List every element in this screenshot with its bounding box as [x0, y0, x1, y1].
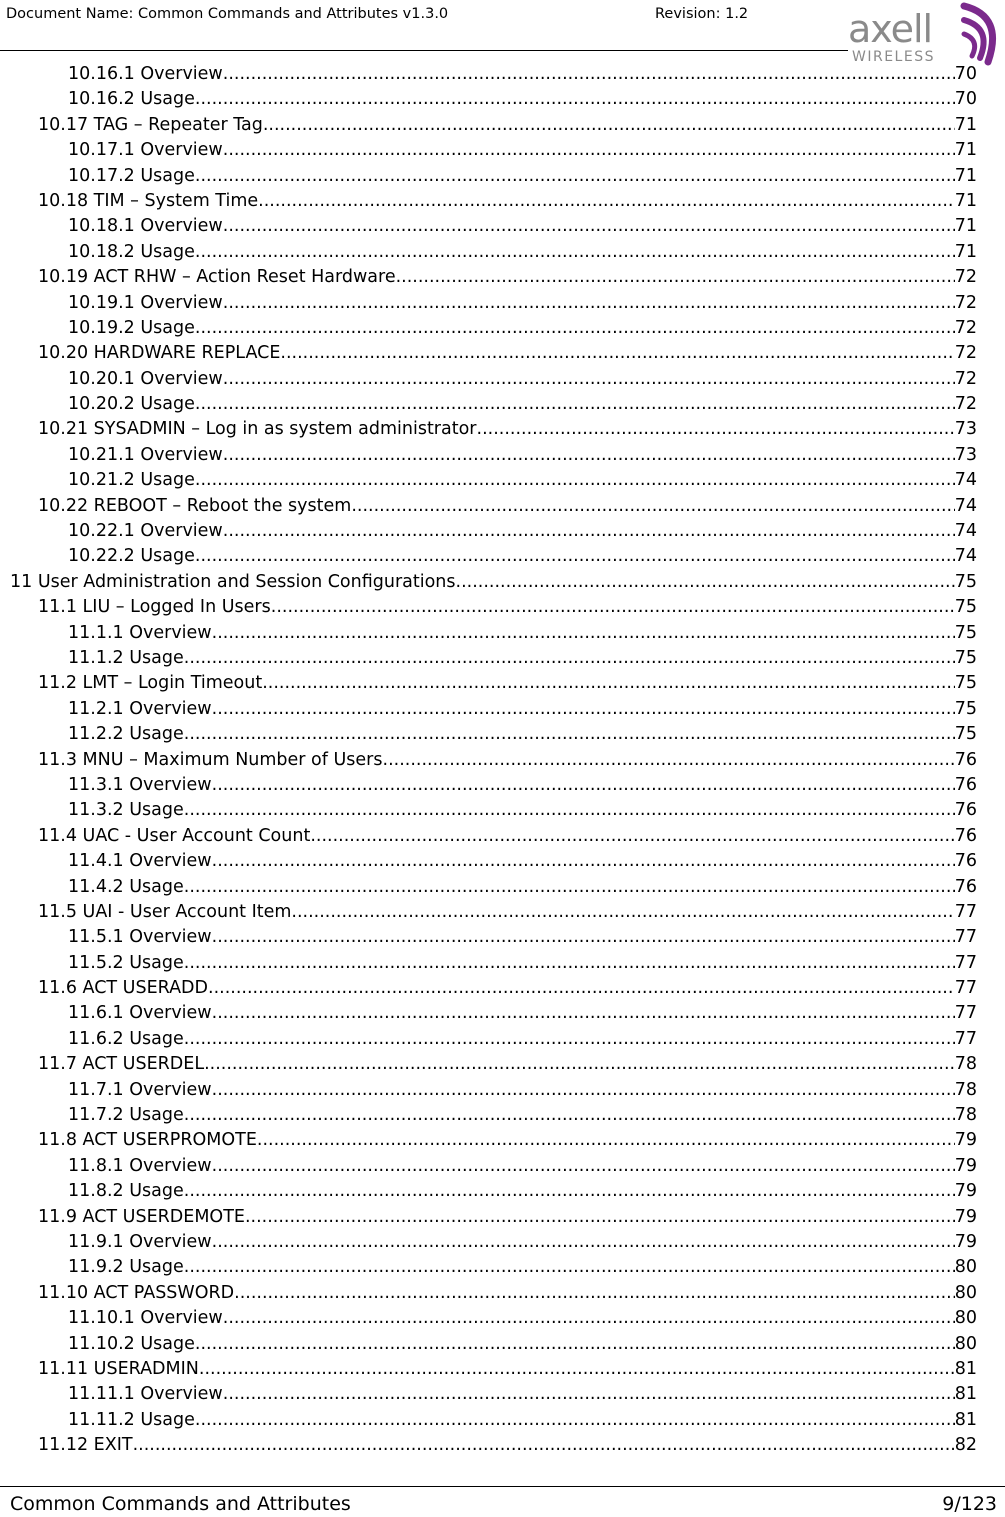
toc-entry[interactable]: [0, 468, 1005, 493]
toc-entry[interactable]: [0, 214, 1005, 239]
toc-dot-leader: [184, 951, 955, 976]
toc-entry-page: 74: [954, 495, 977, 516]
revision: Revision: 1.2: [655, 6, 749, 22]
toc-entry[interactable]: [0, 494, 1005, 519]
toc-entry-page: 76: [954, 774, 977, 795]
toc-dot-leader: [223, 367, 955, 392]
toc-dot-leader: [223, 138, 955, 163]
toc-entry-page: 75: [954, 622, 977, 643]
toc-entry-page: 75: [954, 647, 977, 668]
toc-dot-leader: [195, 544, 955, 569]
toc-entry-page: 75: [954, 597, 977, 618]
toc-entry-page: 80: [954, 1282, 977, 1303]
toc-dot-leader: [223, 62, 955, 87]
toc-entry-page: 75: [954, 571, 977, 592]
toc-entry-title: 11.9.2 Usage: [68, 1257, 184, 1278]
toc-dot-leader: [184, 1179, 955, 1204]
toc-entry-title: 11.9 ACT USERDEMOTE: [38, 1206, 245, 1227]
toc-entry-page: 76: [954, 851, 977, 872]
toc-dot-leader: [234, 1281, 955, 1306]
toc-entry[interactable]: [0, 1103, 1005, 1128]
toc-entry-title: 11.4.1 Overview: [68, 851, 212, 872]
toc-dot-leader: [223, 1306, 955, 1331]
toc-entry-title: 11.6 ACT USERADD: [38, 978, 209, 999]
toc-entry-title: 11.5.1 Overview: [68, 927, 212, 948]
toc-dot-leader: [184, 1103, 955, 1128]
toc-entry-page: 82: [954, 1435, 977, 1456]
toc-entry[interactable]: [0, 1027, 1005, 1052]
toc-entry-title: 11.12 EXIT: [38, 1435, 133, 1456]
toc-entry-title: 10.20.2 Usage: [68, 394, 195, 415]
toc-dot-leader: [208, 976, 955, 1001]
toc-dot-leader: [212, 1154, 955, 1179]
toc-entry-title: 11.8.2 Usage: [68, 1181, 184, 1202]
toc-entry-page: 72: [954, 368, 977, 389]
toc-entry[interactable]: [0, 291, 1005, 316]
toc-entry[interactable]: [0, 976, 1005, 1001]
toc-entry-page: 75: [954, 724, 977, 745]
footer-page-number: 9/123: [942, 1493, 997, 1515]
toc-entry[interactable]: [0, 1332, 1005, 1357]
toc-entry-page: 78: [954, 1105, 977, 1126]
toc-dot-leader: [477, 417, 955, 442]
toc-entry-page: 80: [954, 1308, 977, 1329]
toc-entry[interactable]: [0, 1281, 1005, 1306]
toc-entry-title: 11.1.2 Usage: [68, 647, 184, 668]
toc-dot-leader: [195, 316, 955, 341]
toc-entry-title: 10.22.1 Overview: [68, 521, 223, 542]
toc-entry[interactable]: [0, 316, 1005, 341]
footer-title: Common Commands and Attributes: [10, 1493, 351, 1515]
toc-dot-leader: [212, 849, 955, 874]
toc-entry[interactable]: [0, 1078, 1005, 1103]
toc-entry[interactable]: [0, 1230, 1005, 1255]
toc-dot-leader: [212, 925, 955, 950]
toc-entry-page: 71: [954, 114, 977, 135]
toc-dot-leader: [204, 1052, 955, 1077]
toc-dot-leader: [262, 671, 955, 696]
toc-entry[interactable]: [0, 925, 1005, 950]
toc-entry-page: 72: [954, 394, 977, 415]
toc-entry-title: 11.3.2 Usage: [68, 800, 184, 821]
toc-entry-title: 11.4.2 Usage: [68, 876, 184, 897]
toc-entry-title: 11.10.1 Overview: [68, 1308, 223, 1329]
toc-entry-title: 10.17.1 Overview: [68, 140, 223, 161]
toc-entry-page: 70: [954, 64, 977, 84]
toc-entry[interactable]: [0, 519, 1005, 544]
toc-dot-leader: [245, 1205, 955, 1230]
toc-dot-leader: [223, 519, 955, 544]
logo-subtext: WIRELESS: [852, 49, 935, 65]
toc-entry-title: 11.2.2 Usage: [68, 724, 184, 745]
toc-entry-title: 11.7.2 Usage: [68, 1105, 184, 1126]
toc-entry[interactable]: [0, 849, 1005, 874]
toc-entry-page: 76: [954, 876, 977, 897]
toc-entry-page: 74: [954, 521, 977, 542]
toc-entry-title: 10.17 TAG – Repeater Tag: [38, 114, 263, 135]
toc-entry-page: 76: [954, 825, 977, 846]
toc-entry-title: 11.7 ACT USERDEL: [38, 1054, 205, 1075]
toc-entry-title: 11.11.2 Usage: [68, 1409, 195, 1430]
toc-entry-page: 81: [954, 1409, 977, 1430]
toc-entry[interactable]: [0, 824, 1005, 849]
toc-entry-page: 75: [954, 673, 977, 694]
toc-dot-leader: [212, 621, 955, 646]
toc-entry-title: 10.22 REBOOT – Reboot the system: [38, 495, 352, 516]
toc-entry[interactable]: [0, 773, 1005, 798]
toc-entry-title: 10.18.2 Usage: [68, 241, 195, 262]
logo-wave-inner: [964, 34, 975, 56]
toc-entry[interactable]: [0, 87, 1005, 112]
toc-entry-title: 11.9.1 Overview: [68, 1231, 212, 1252]
toc-entry-page: 74: [954, 470, 977, 491]
toc-entry-page: 79: [954, 1130, 977, 1151]
header-divider: [0, 50, 848, 51]
toc-entry[interactable]: [0, 646, 1005, 671]
toc-entry-title: 10.19.2 Usage: [68, 317, 195, 338]
toc-dot-leader: [184, 798, 955, 823]
toc-entry-page: 76: [954, 749, 977, 770]
toc-entry[interactable]: [0, 265, 1005, 290]
toc-dot-leader: [223, 214, 955, 239]
toc-entry-title: 11.11.1 Overview: [68, 1384, 223, 1405]
toc-entry-page: 71: [954, 190, 977, 211]
toc-dot-leader: [456, 570, 955, 595]
toc-entry-title: 11.6.1 Overview: [68, 1003, 212, 1024]
toc-entry[interactable]: [0, 1001, 1005, 1026]
toc-dot-leader: [257, 1128, 955, 1153]
toc-entry-title: 10.16.2 Usage: [68, 89, 195, 110]
toc-entry-title: 11.10.2 Usage: [68, 1333, 195, 1354]
toc-entry-page: 72: [954, 343, 977, 364]
toc-entry-page: 72: [954, 317, 977, 338]
toc-entry-page: 73: [954, 419, 977, 440]
toc-entry-title: 10.19.1 Overview: [68, 292, 223, 313]
toc-dot-leader: [291, 900, 954, 925]
toc-entry-page: 71: [954, 140, 977, 161]
toc-entry[interactable]: [0, 697, 1005, 722]
toc-entry-title: 10.20 HARDWARE REPLACE: [38, 343, 281, 364]
toc-entry-page: 81: [954, 1384, 977, 1405]
document-name: Document Name: Common Commands and Attributes v1.3.0: [6, 6, 449, 22]
toc-entry-title: 11.1.1 Overview: [68, 622, 212, 643]
toc-entry-title: 11.3.1 Overview: [68, 774, 212, 795]
toc-entry-title: 11.8.1 Overview: [68, 1155, 212, 1176]
toc-entry[interactable]: [0, 113, 1005, 138]
toc-dot-leader: [212, 1001, 955, 1026]
toc-entry[interactable]: [0, 875, 1005, 900]
toc-entry-page: 72: [954, 292, 977, 313]
toc-dot-leader: [184, 875, 955, 900]
toc-entry-page: 73: [954, 444, 977, 465]
toc-entry-page: 79: [954, 1155, 977, 1176]
toc-entry[interactable]: [0, 595, 1005, 620]
toc-entry-title: 11.2 LMT – Login Timeout: [38, 673, 263, 694]
toc-entry-page: 70: [954, 89, 977, 110]
toc-dot-leader: [199, 1357, 955, 1382]
toc-entry[interactable]: [0, 1205, 1005, 1230]
footer-divider: [0, 1486, 1005, 1487]
toc-dot-leader: [195, 468, 955, 493]
toc-entry-title: 11.5.2 Usage: [68, 952, 184, 973]
toc-dot-leader: [271, 595, 955, 620]
toc-entry-title: 11.5 UAI - User Account Item: [38, 901, 292, 922]
toc-entry[interactable]: [0, 138, 1005, 163]
toc-entry-title: 11.6.2 Usage: [68, 1028, 184, 1049]
toc-entry[interactable]: [0, 671, 1005, 696]
toc-entry-title: 11 User Administration and Session Configurations: [10, 571, 456, 592]
toc-entry-title: 11.3 MNU – Maximum Number of Users: [38, 749, 383, 770]
toc-entry-title: 10.21.1 Overview: [68, 444, 223, 465]
toc-entry[interactable]: [0, 341, 1005, 366]
toc-entry-page: 81: [954, 1358, 977, 1379]
toc-dot-leader: [184, 1255, 955, 1280]
toc-entry[interactable]: [0, 570, 1005, 595]
toc-entry-page: 80: [954, 1333, 977, 1354]
toc-dot-leader: [195, 87, 955, 112]
toc-entry[interactable]: [0, 1357, 1005, 1382]
toc-dot-leader: [212, 773, 955, 798]
toc-dot-leader: [184, 1027, 955, 1052]
toc-dot-leader: [195, 1332, 955, 1357]
toc-dot-leader: [195, 1408, 955, 1433]
toc-entry-page: 76: [954, 800, 977, 821]
toc-dot-leader: [263, 113, 955, 138]
toc-entry-page: 74: [954, 546, 977, 567]
toc-dot-leader: [195, 164, 955, 189]
toc-entry[interactable]: [0, 544, 1005, 569]
toc-dot-leader: [195, 392, 955, 417]
toc-entry[interactable]: [0, 367, 1005, 392]
toc-dot-leader: [133, 1433, 955, 1458]
toc-entry-title: 10.16.1 Overview: [68, 64, 223, 84]
toc-entry[interactable]: [0, 1433, 1005, 1458]
toc-entry-page: 77: [954, 927, 977, 948]
toc-entry-page: 78: [954, 1079, 977, 1100]
toc-entry[interactable]: [0, 62, 1005, 87]
toc-entry-page: 72: [954, 267, 977, 288]
toc-entry[interactable]: [0, 1154, 1005, 1179]
toc-entry-title: 10.22.2 Usage: [68, 546, 195, 567]
toc-entry-title: 11.1 LIU – Logged In Users: [38, 597, 271, 618]
toc-entry-title: 10.18.1 Overview: [68, 216, 223, 237]
toc-dot-leader: [383, 748, 955, 773]
page-header: [0, 0, 1005, 65]
toc-entry-title: 11.7.1 Overview: [68, 1079, 212, 1100]
toc-entry-page: 77: [954, 901, 977, 922]
toc-entry-page: 80: [954, 1257, 977, 1278]
toc-entry-title: 10.20.1 Overview: [68, 368, 223, 389]
toc-entry-page: 79: [954, 1231, 977, 1252]
axell-wireless-logo: [846, 0, 1004, 66]
toc-entry-title: 10.18 TIM – System Time: [38, 190, 259, 211]
toc-dot-leader: [223, 291, 955, 316]
toc-entry[interactable]: [0, 417, 1005, 442]
toc-dot-leader: [184, 722, 955, 747]
toc-dot-leader: [258, 189, 955, 214]
toc-entry[interactable]: [0, 621, 1005, 646]
toc-entry-title: 11.2.1 Overview: [68, 698, 212, 719]
toc-entry[interactable]: [0, 392, 1005, 417]
toc-entry[interactable]: [0, 443, 1005, 468]
toc-entry[interactable]: [0, 951, 1005, 976]
toc-entry-page: 71: [954, 241, 977, 262]
toc-entry[interactable]: [0, 1306, 1005, 1331]
toc-entry-page: 79: [954, 1206, 977, 1227]
toc-entry-page: 75: [954, 698, 977, 719]
toc-entry-title: 11.10 ACT PASSWORD: [38, 1282, 235, 1303]
table-of-contents: [0, 62, 1005, 1458]
toc-dot-leader: [223, 443, 955, 468]
toc-dot-leader: [195, 240, 955, 265]
toc-entry[interactable]: [0, 798, 1005, 823]
toc-entry[interactable]: [0, 189, 1005, 214]
toc-entry[interactable]: [0, 748, 1005, 773]
toc-entry[interactable]: [0, 1052, 1005, 1077]
toc-entry-page: 78: [954, 1054, 977, 1075]
toc-dot-leader: [396, 265, 955, 290]
toc-entry[interactable]: [0, 164, 1005, 189]
toc-entry-page: 77: [954, 1028, 977, 1049]
toc-dot-leader: [212, 1078, 955, 1103]
toc-dot-leader: [212, 1230, 955, 1255]
toc-entry-page: 77: [954, 1003, 977, 1024]
toc-entry-title: 10.17.2 Usage: [68, 165, 195, 186]
toc-entry-title: 10.21 SYSADMIN – Log in as system administrator: [38, 419, 477, 440]
toc-dot-leader: [351, 494, 954, 519]
toc-dot-leader: [280, 341, 954, 366]
toc-entry-page: 71: [954, 216, 977, 237]
toc-entry-title: 10.19 ACT RHW – Action Reset Hardware: [38, 267, 396, 288]
toc-entry[interactable]: [0, 900, 1005, 925]
toc-dot-leader: [223, 1382, 955, 1407]
toc-entry-title: 10.21.2 Usage: [68, 470, 195, 491]
toc-entry[interactable]: [0, 722, 1005, 747]
toc-entry[interactable]: [0, 1408, 1005, 1433]
toc-entry-page: 79: [954, 1181, 977, 1202]
toc-dot-leader: [184, 646, 955, 671]
toc-entry-title: 11.8 ACT USERPROMOTE: [38, 1130, 257, 1151]
toc-entry[interactable]: [0, 1179, 1005, 1204]
toc-dot-leader: [310, 824, 954, 849]
toc-dot-leader: [212, 697, 955, 722]
toc-entry[interactable]: [0, 1255, 1005, 1280]
toc-entry-title: 11.4 UAC - User Account Count: [38, 825, 311, 846]
toc-entry[interactable]: [0, 1382, 1005, 1407]
toc-entry-page: 77: [954, 952, 977, 973]
toc-entry[interactable]: [0, 240, 1005, 265]
toc-entry-page: 71: [954, 165, 977, 186]
logo-wordmark: axell: [848, 7, 933, 51]
toc-entry[interactable]: [0, 1128, 1005, 1153]
toc-entry-page: 77: [954, 978, 977, 999]
toc-entry-title: 11.11 USERADMIN: [38, 1358, 199, 1379]
